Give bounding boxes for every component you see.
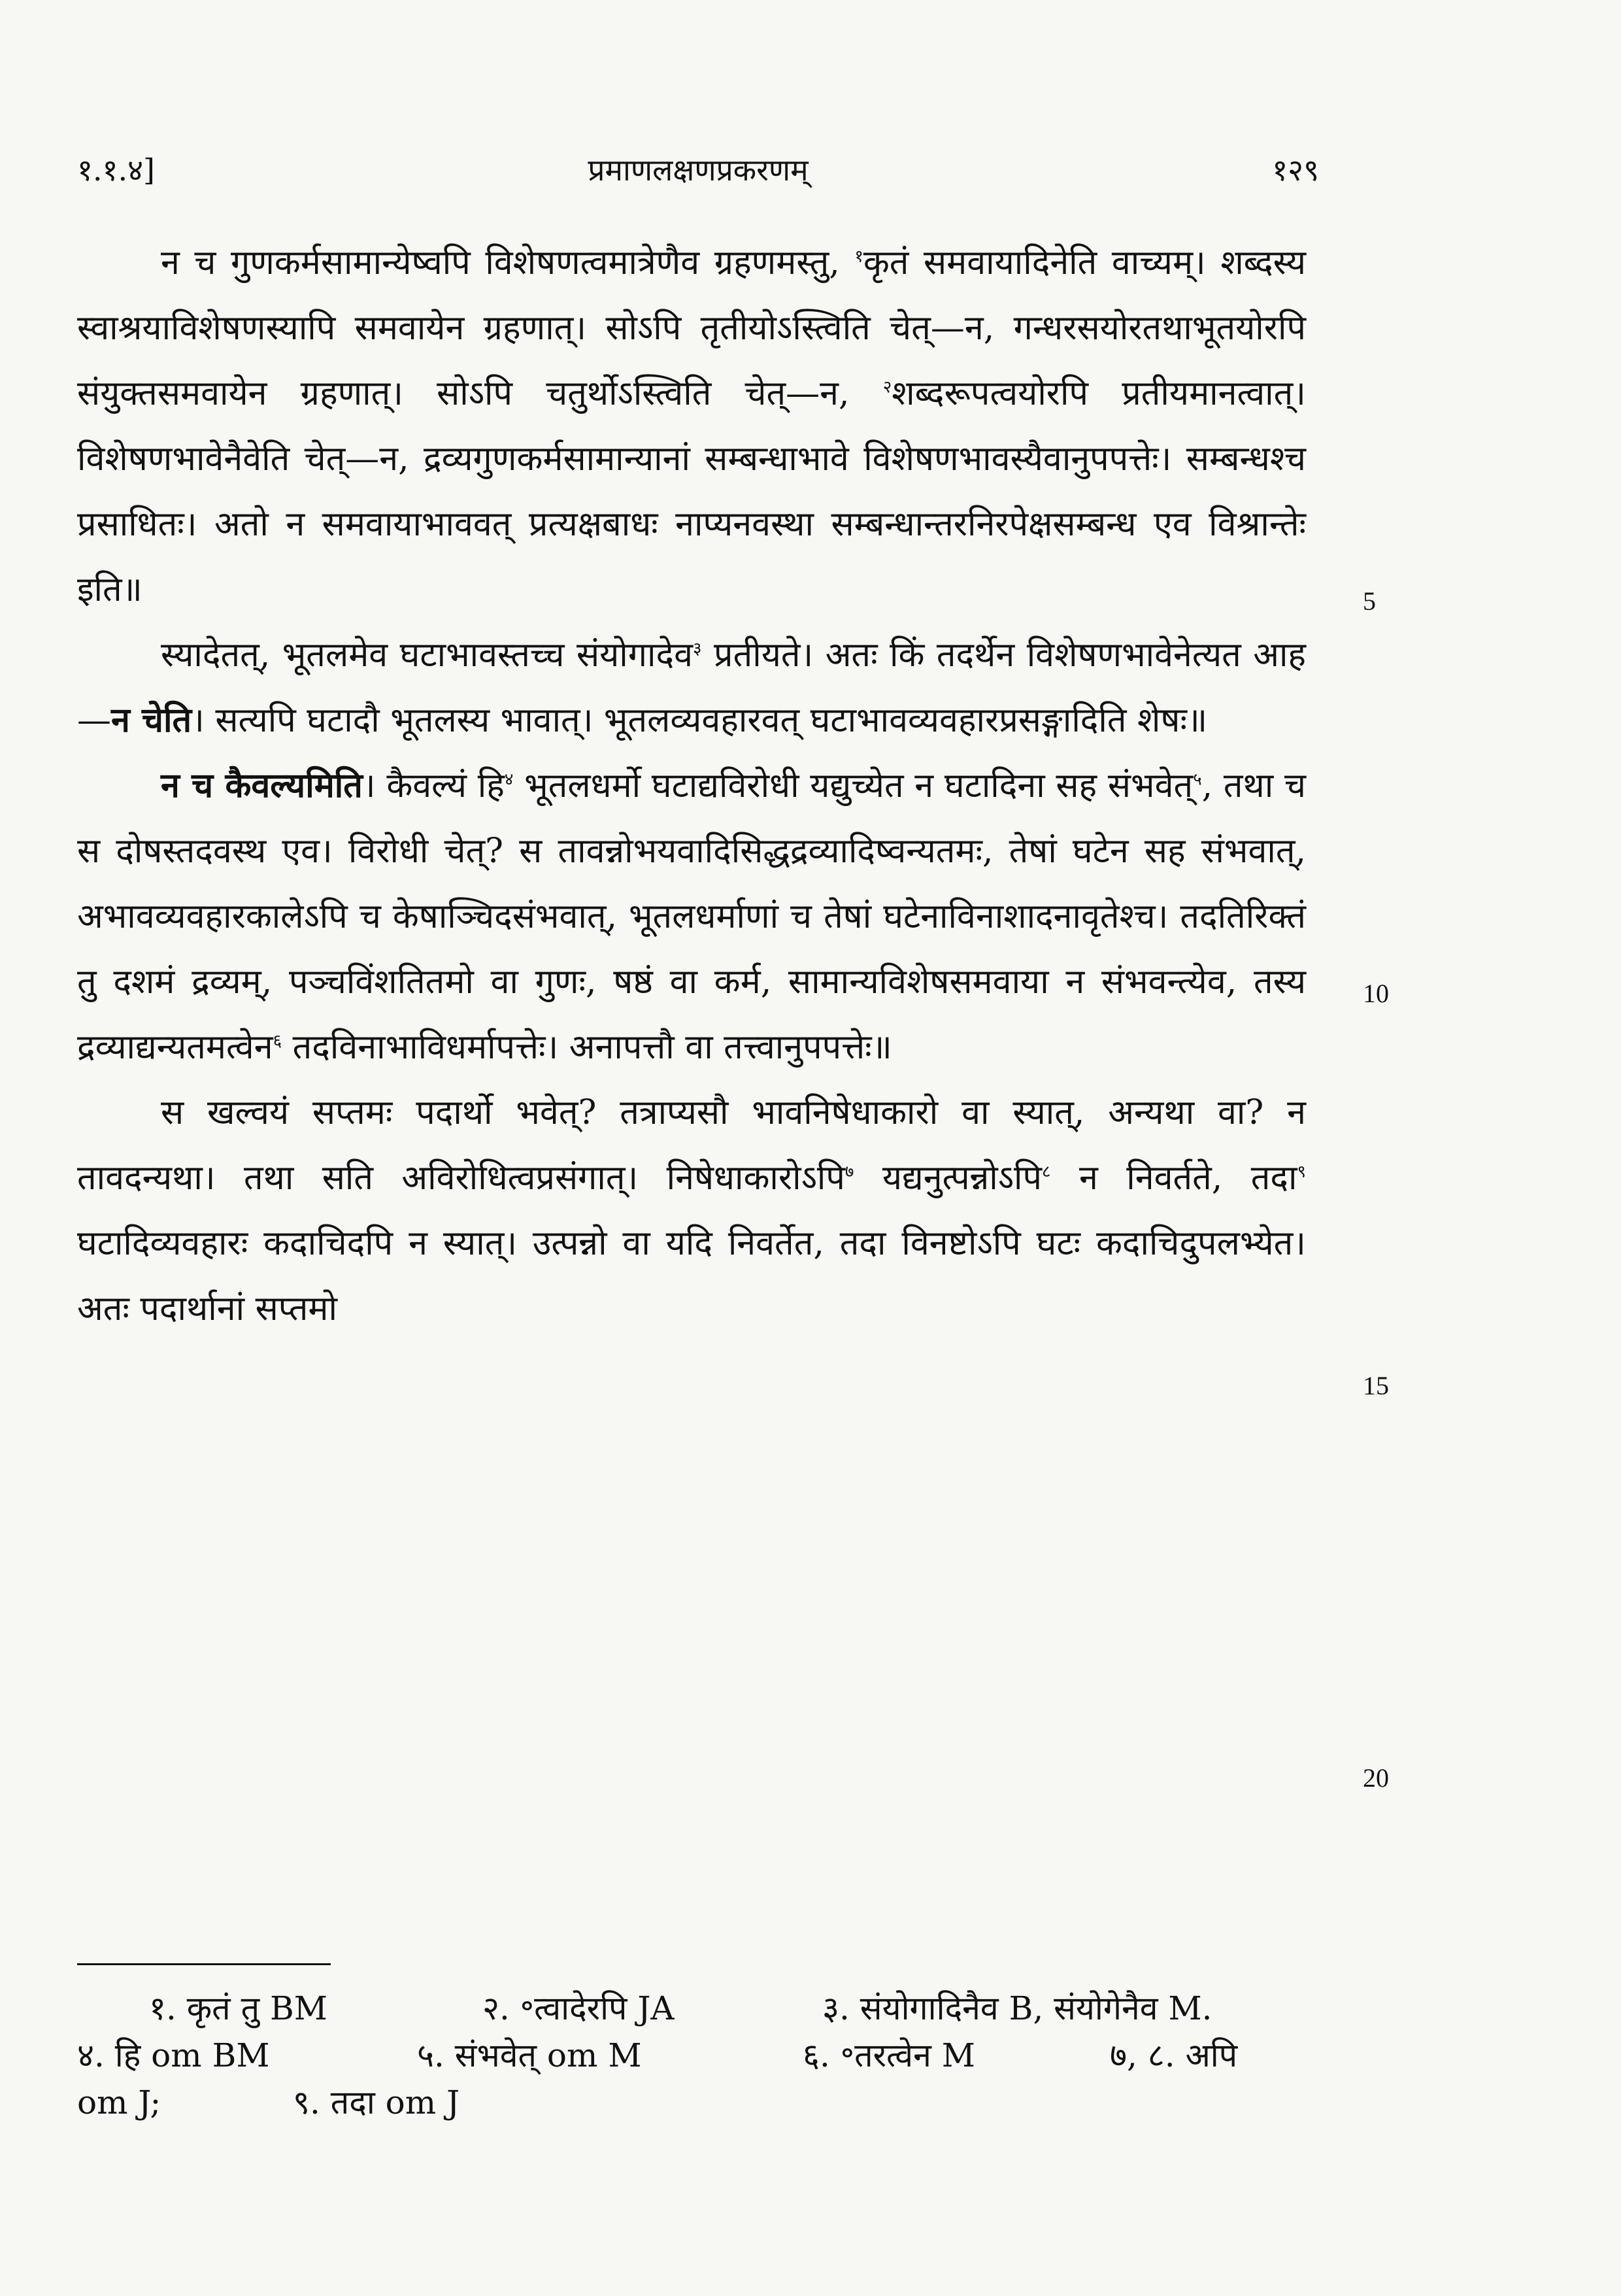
footnotes (77, 1985, 1306, 2126)
paragraph-1 (77, 230, 1306, 622)
text-run: शब्दरूपत्वयोरपि प्रतीयमानत्वात्। विशेषणभावेनैवेति चेत्—न, द्रव्यगुणकर्मसामान्यानां सम्बन्धाभावे विशेषणभावस्यैवानुपपत्तेः। सम्बन्धश्च प्रसाधितः। अतो न समवायाभाववत् प्रत्यक्षबाधः नाप्यनवस्था सम्बन्धान्तरनिरपेक्षसम्बन्ध एव विश्रान्तेः इति॥ (77, 374, 1306, 609)
section-number: १.१.४] (77, 152, 155, 188)
footnote-ref: ६ (273, 1031, 282, 1051)
footnote-ref: १ (854, 246, 863, 267)
footnote-ref: ७ (844, 1162, 854, 1182)
main-text (77, 230, 1306, 1342)
footnote-9: ९. तदा om J (293, 2084, 460, 2121)
line-number-20: 20 (1363, 1763, 1389, 1793)
text-run: घटादिव्यवहारः कदाचिदपि न स्यात्। उत्पन्नो वा यदि निवर्तेत, तदा विनष्टोऽपि घटः कदाचिदुपलभ्येत। अतः पदार्थानां सप्तमो (77, 1224, 1306, 1328)
footnote-row (77, 1985, 1306, 2032)
text-run: । कैवल्यं हि (362, 766, 505, 805)
text-run: । सत्यपि घटादौ भूतलस्य भावात्। भूतलव्यवहारवत् घटाभावव्यवहारप्रसङ्गादिति शेषः॥ (192, 701, 1208, 740)
footnote-1: १. कृतं तु BM (149, 1989, 327, 2027)
paragraph-4 (77, 1080, 1306, 1342)
text-run: यद्यनुत्पन्नोऽपि (854, 1158, 1043, 1198)
text-run: स खल्वयं सप्तमः पदार्थो भवेत्? तत्राप्यसौ भावनिषेधाकारो वा स्यात्, अन्यथा वा? न तावदन्यथा। तथा सति अविरोधित्वप्रसंगात्। निषेधाकारोऽपि (77, 1093, 1306, 1198)
line-number-10: 10 (1363, 979, 1389, 1008)
paragraph-3 (77, 753, 1306, 1080)
footnote-7-8-cont: om J; (77, 2084, 161, 2121)
pratika-bold: न च कैवल्यमिति (161, 766, 363, 805)
text-run: स्यादेतत्, भूतलमेव घटाभावस्तच्च संयोगादेव (161, 635, 694, 675)
paragraph-2 (77, 622, 1306, 753)
text-run: तदविनाभाविधर्मापत्तेः। अनापत्तौ वा तत्त्वानुपपत्तेः॥ (282, 1028, 892, 1067)
text-run: न च गुणकर्मसामान्येष्वपि विशेषणत्वमात्रेणैव ग्रहणमस्तु, (161, 243, 855, 282)
text-run: भूतलधर्मो घटाद्यविरोधी यद्युच्येत न घटादिना सह संभवेत् (513, 766, 1194, 805)
page-number: १२९ (1272, 152, 1319, 188)
text-run: प्रतीयते। अतः किं तदर्थेन विशेषणभावेनेत्यत आह— (77, 635, 1306, 740)
footnote-rule (77, 1963, 331, 1965)
text-run: कृतं समवायादिनेति वाच्यम्। शब्दस्य स्वाश्रयाविशेषणस्यापि समवायेन ग्रहणात्। सोऽपि तृतीयोऽस्त्विति चेत्—न, गन्धरसयोरतथाभूतयोरपि संयुक्तसमवायेन ग्रहणात्। सोऽपि चतुर्थोऽस्त्विति चेत्—न, (77, 243, 1306, 413)
footnote-ref: ५ (1193, 769, 1202, 790)
text-run: , तथा च स दोषस्तदवस्थ एव। विरोधी चेत्? स तावन्नोभयवादिसिद्धद्रव्यादिष्वन्यतमः, तेषां घटेन सह संभवात्, अभावव्यवहारकालेऽपि च केषाञ्चिदसंभवात्, भूतलधर्माणां च तेषां घटेनाविनाशादनावृतेश्च। तदतिरिक्तं तु दशमं द्रव्यम्, पञ्चविंशतितमो वा गुणः, षष्ठं वा कर्म, सामान्यविशेषसमवाया न संभवन्त्येव, तस्य द्रव्याद्यन्यतमत्वेन (77, 766, 1306, 1067)
footnote-3: ३. संयोगादिनैव B, संयोगेनैव M. (822, 1989, 1212, 2027)
footnote-7-8: ७, ८. अपि (1110, 2036, 1238, 2074)
footnote-ref: २ (882, 377, 892, 397)
footnote-ref: ३ (693, 639, 702, 659)
footnote-5: ५. संभवेत् om M (417, 2036, 642, 2074)
footnote-4: ४. हि om BM (77, 2036, 270, 2074)
line-number-15: 15 (1363, 1371, 1389, 1400)
text-run: न निवर्तते, तदा (1050, 1158, 1297, 1198)
footnote-row (77, 2032, 1306, 2079)
footnote-6: ६. ॰तरत्वेन M (803, 2036, 975, 2074)
line-number-5: 5 (1363, 586, 1376, 616)
pratika-bold: न चेति (111, 700, 192, 740)
footnote-2: २. ॰त्वादेरपि JA (482, 1989, 675, 2027)
footnote-ref: ८ (1042, 1162, 1051, 1182)
running-header (77, 149, 1319, 201)
footnote-ref: ४ (504, 769, 514, 790)
footnote-ref: ९ (1297, 1162, 1306, 1182)
chapter-title: प्रमाणलक्षणप्रकरणम् (588, 152, 809, 188)
footnote-row (77, 2079, 1306, 2126)
